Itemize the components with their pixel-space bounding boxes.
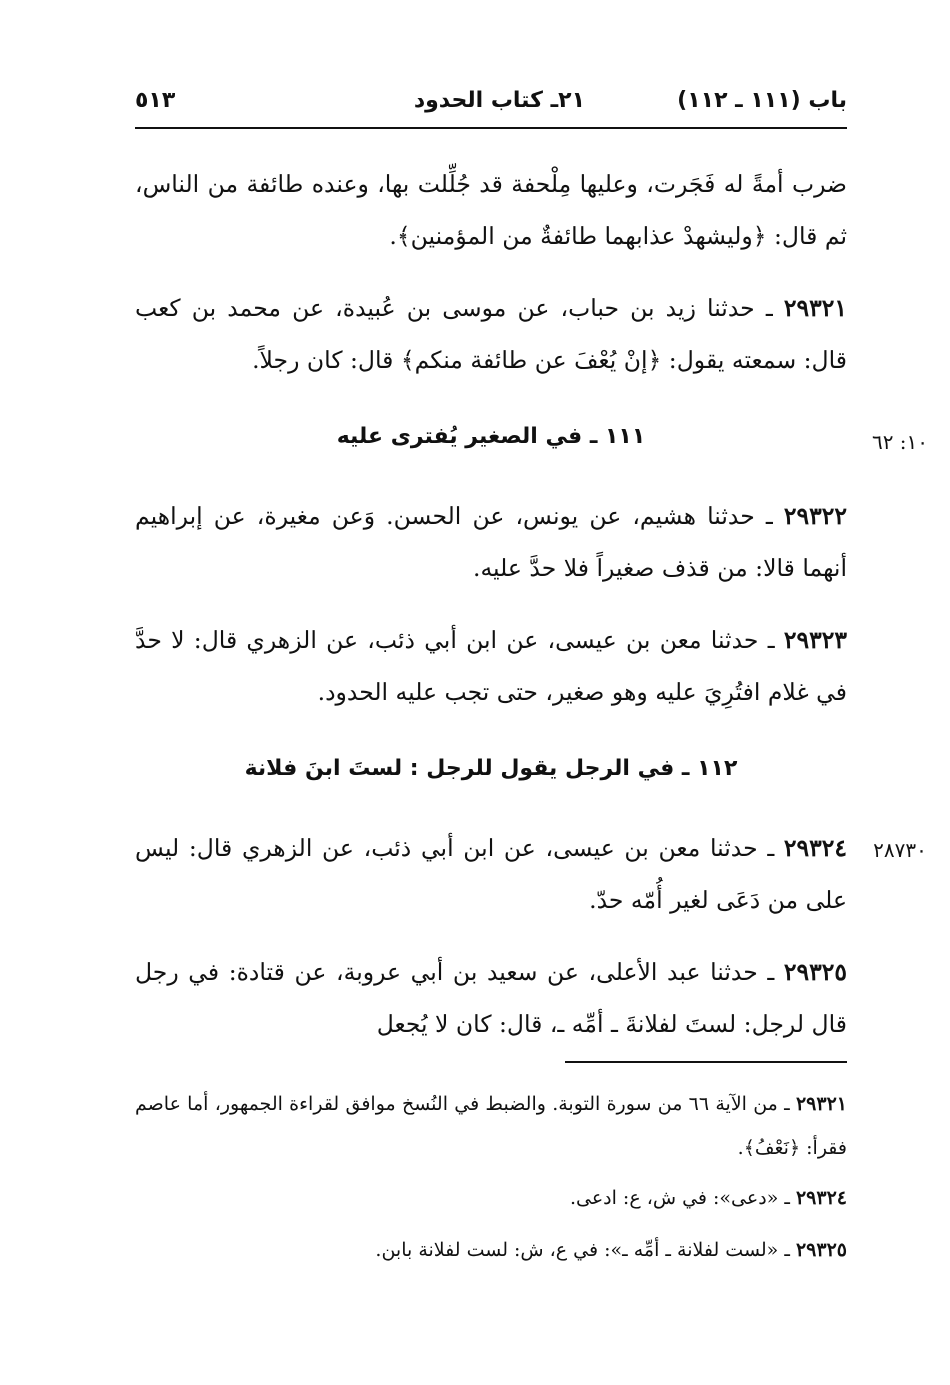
page-number: ٥١٣ [135,88,176,113]
footnote-number: ٢٩٣٢٤ [795,1187,847,1209]
section-heading-111: ١١١ ـ في الصغير يُفترى عليه [336,424,646,449]
header-chapter-range: باب (١١١ ـ ١١٢) [677,88,847,113]
header-book-title: ٢١ـ كتاب الحدود [413,88,585,113]
running-header [135,84,847,124]
paragraph-text: ضرب أمةً له فَجَرت، وعليها مِلْحفة قد جُلِّلت بها، وعنده طائفة من الناس، ثم قال: ﴿وليشهدْ عذابهما طائفةٌ من المؤمنين﴾. [135,170,847,250]
hadith-text: ـ حدثنا زيد بن حباب، عن موسى بن عُبيدة، عن محمد بن كعب قال: سمعته يقول: ﴿إنْ يُعْفَ عن طائفة منكم﴾ قال: كان رجلاً. [135,294,847,374]
section-heading-112: ١١٢ ـ في الرجل يقول للرجل : لستَ ابنَ فلانة [244,756,738,781]
hadith-29322 [135,490,847,594]
header-rule [135,127,847,129]
hadith-number: ٢٩٣٢٤ [783,834,847,862]
footnote-text: ـ «لست لفلانة ـ أمِّه ـ»: في ع، ش: لست لفلانة بابن. [375,1239,796,1261]
hadith-29321 [135,282,847,386]
hadith-number: ٢٩٣٢١ [783,294,847,322]
hadith-text: ـ حدثنا معن بن عيسى، عن ابن أبي ذئب، عن الزهري قال: ليس على من دَعَى لغير أُمّه حدّ. [135,834,847,914]
footnote-number: ٢٩٣٢٥ [795,1239,847,1261]
hadith-number: ٢٩٣٢٣ [783,626,847,654]
margin-reference-111: ١٠: ٦٢ [871,430,929,454]
hadith-number: ٢٩٣٢٥ [783,958,847,986]
footnote-number: ٢٩٣٢١ [795,1093,847,1115]
hadith-29325 [135,946,847,1050]
hadith-29323 [135,614,847,718]
footnote-text: ـ من الآية ٦٦ من سورة التوبة. والضبط في النُسخ موافق لقراءة الجمهور، أما عاصم فقرأ: ﴿نَعْفُ﴾. [135,1093,847,1159]
hadith-text: ـ حدثنا معن بن عيسى، عن ابن أبي ذئب، عن الزهري قال: لا حدَّ في غلام افتُرِيَ عليه وهو صغير، حتى تجب عليه الحدود. [135,626,847,706]
footnote-text: ـ «دعى»: في ش، ع: ادعى. [569,1187,796,1209]
hadith-number: ٢٩٣٢٢ [783,502,847,530]
hadith-29324 [135,822,847,926]
paragraph-continuation [135,158,847,262]
footnote-rule [565,1061,847,1063]
footnote-29321 [135,1082,847,1170]
hadith-text: ـ حدثنا عبد الأعلى، عن سعيد بن أبي عروبة، عن قتادة: في رجل قال لرجل: لستَ لفلانةَ ـ أمِّه ـ، قال: كان لا يُجعل [135,958,847,1038]
footnote-29325 [135,1228,847,1272]
footnote-29324 [135,1176,847,1220]
hadith-text: ـ حدثنا هشيم، عن يونس، عن الحسن. وَعن مغيرة، عن إبراهيم أنهما قالا: من قذف صغيراً فلا حدَّ عليه. [135,502,847,582]
margin-reference-29324: ٢٨٧٣٠ [873,838,927,862]
